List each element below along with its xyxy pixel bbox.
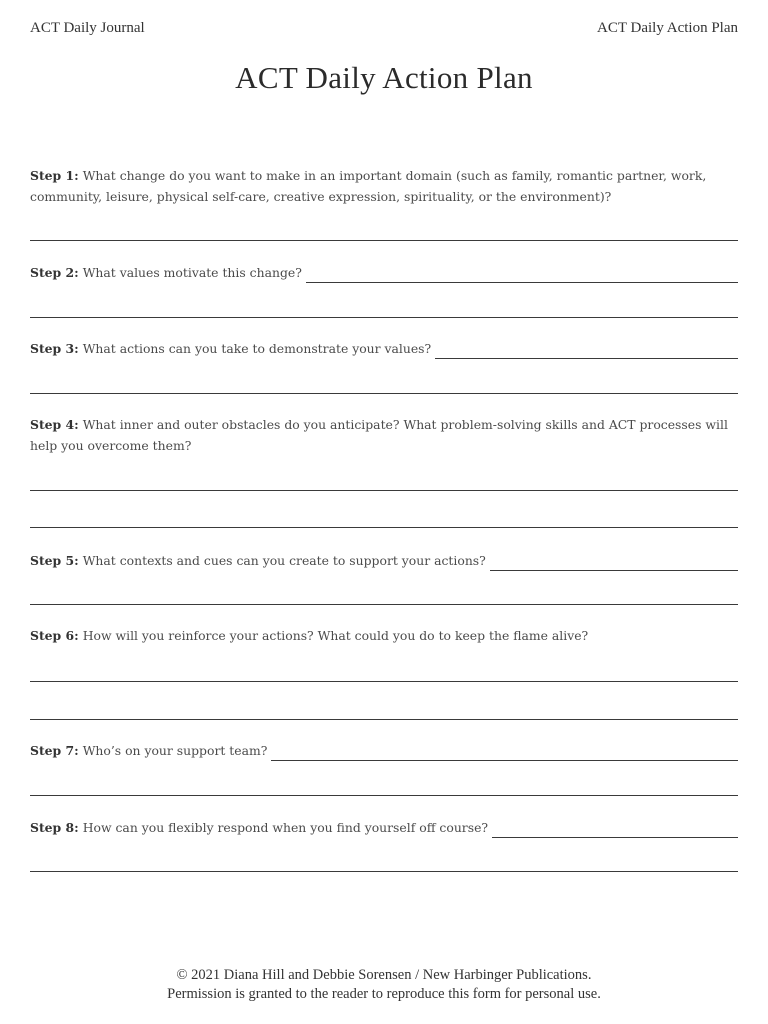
- step-5-label: Step 5:: [30, 553, 79, 568]
- step-3-answer-line-2[interactable]: [30, 393, 738, 394]
- step-5-answer-inline-line[interactable]: [490, 554, 738, 571]
- step-8-label: Step 8:: [30, 820, 79, 835]
- step-1-label: Step 1:: [30, 168, 79, 183]
- step-4-answer-line-1[interactable]: [30, 490, 738, 491]
- running-header-left: ACT Daily Journal: [30, 20, 145, 36]
- step-7-answer-inline-line[interactable]: [271, 744, 738, 761]
- step-2-text: What values motivate this change?: [82, 265, 302, 280]
- step-6-answer-line-2[interactable]: [30, 719, 738, 720]
- step-4-prompt: [30, 414, 738, 456]
- step-7-label: Step 7:: [30, 743, 79, 758]
- step-6-text: How will you reinforce your actions? What could you do to keep the flame alive?: [82, 628, 589, 643]
- step-5-text: What contexts and cues can you create to support your actions?: [82, 553, 486, 568]
- step-1-prompt: [30, 165, 738, 207]
- step-2-label: Step 2:: [30, 265, 79, 280]
- running-header-right: ACT Daily Action Plan: [597, 20, 738, 36]
- step-6-prompt: [30, 625, 738, 646]
- step-3-prompt: [30, 338, 738, 359]
- step-8-answer-line-2[interactable]: [30, 871, 738, 872]
- step-7-prompt: [30, 740, 738, 761]
- step-5-prompt: [30, 550, 738, 571]
- step-1-answer-line-1[interactable]: [30, 240, 738, 241]
- copyright-line: © 2021 Diana Hill and Debbie Sorensen / New Harbinger Publications.: [176, 967, 592, 983]
- step-8-answer-inline-line[interactable]: [492, 821, 738, 838]
- step-6-answer-line-1[interactable]: [30, 681, 738, 682]
- step-3-answer-inline-line[interactable]: [435, 342, 738, 359]
- step-4-label: Step 4:: [30, 417, 79, 432]
- step-2-answer-line-2[interactable]: [30, 317, 738, 318]
- step-4-answer-line-2[interactable]: [30, 527, 738, 528]
- copyright-footer: [0, 966, 768, 1004]
- step-7-text: Who’s on your support team?: [82, 743, 268, 758]
- step-5-answer-line-2[interactable]: [30, 604, 738, 605]
- step-3-label: Step 3:: [30, 341, 79, 356]
- step-2-prompt: [30, 262, 738, 283]
- permission-line: Permission is granted to the reader to reproduce this form for personal use.: [167, 986, 601, 1002]
- step-7-answer-line-2[interactable]: [30, 795, 738, 796]
- step-8-text: How can you flexibly respond when you find yourself off course?: [82, 820, 489, 835]
- step-2-answer-inline-line[interactable]: [306, 266, 738, 283]
- step-6-label: Step 6:: [30, 628, 79, 643]
- step-1-text: What change do you want to make in an important domain (such as family, romantic partner, work, community, leisure, physical self-care, creative expression, spirituality, or the environment)?: [30, 168, 707, 204]
- step-3-text: What actions can you take to demonstrate your values?: [82, 341, 432, 356]
- page-title: ACT Daily Action Plan: [235, 60, 533, 95]
- step-8-prompt: [30, 817, 738, 838]
- step-4-text: What inner and outer obstacles do you anticipate? What problem-solving skills and ACT processes will help you overcome them?: [30, 417, 728, 453]
